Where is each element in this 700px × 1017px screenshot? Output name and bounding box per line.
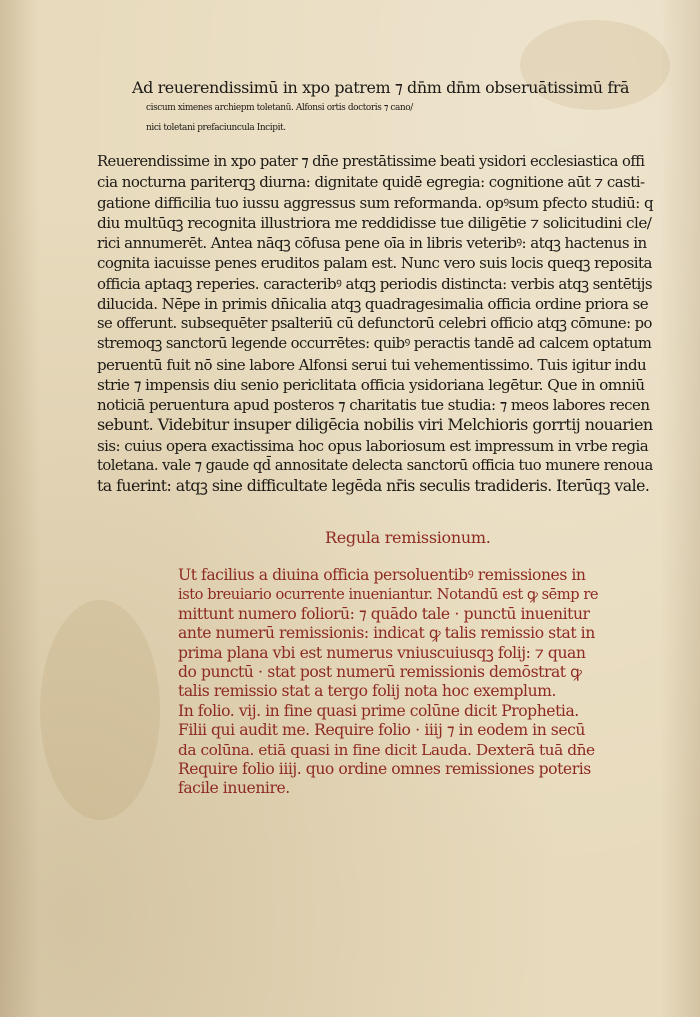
- text-line: officia aptaqꝫ reperies. caracteribꝰ atqꝫ periodis distincta: verbis atqꝫ sentētijs: [97, 274, 653, 293]
- rule-line: ante numerū remissionis: indicat ꝙ talis remissio stat in: [178, 624, 595, 643]
- text-line: Reuerendissime in xpo pater ⁊ dn̄e prestātissime beati ysidori ecclesiastica offi: [97, 153, 645, 170]
- text-line: sebunt. Videbitur insuper diligēcia nobilis viri Melchioris gorrtij nouarien: [97, 415, 653, 435]
- rule-line: Require folio iiij. quo ordine omnes remissiones poteris: [178, 760, 591, 779]
- text-line: cognita iacuisse penes eruditos palam est. Nunc vero suis locis queqꝫ reposita: [97, 254, 652, 273]
- title-line: nici toletani prefaciuncula Incipit.: [146, 123, 286, 133]
- text-line: rici annumerēt. Antea nāqꝫ cōfusa pene oīa in libris veteribꝰ: atqꝫ hactenus in: [97, 234, 647, 252]
- text-line: cia nocturna pariterqꝫ diurna: dignitate quidē egregia: cognitione aūt ⁊ casti-: [97, 173, 645, 192]
- preface-text: [97, 152, 652, 496]
- rule-line: mittunt numero foliorū: ⁊ quādo tale ⋅ punctū inuenitur: [178, 604, 590, 623]
- text-line: stremoqꝫ sanctorū legende occurrētes: quibꝰ peractis tandē ad calcem optatum: [97, 335, 652, 353]
- text-line: toletana. vale ⁊ gaude qd̄ annositate delecta sanctorū officia tuo munere renoua: [97, 456, 653, 474]
- text-line: sis: cuius opera exactissima hoc opus laboriosum est impressum in vrbe regia: [97, 436, 649, 455]
- text-line: gatione difficilia tuo iussu aggressus sum reformanda. opꝰsum pfecto studiū: q: [97, 193, 653, 212]
- text-line: noticiā peruentura apud posteros ⁊ charitatis tue studia: ⁊ meos labores recen: [97, 396, 650, 414]
- text-line: peruentū fuit nō sine labore Alfonsi serui tui vehementissimo. Tuis igitur indu: [97, 355, 647, 374]
- text-line: ta fuerint: atqꝫ sine difficultate legēda nr̄is seculis tradideris. Iterūqꝫ vale.: [97, 476, 650, 495]
- rule-line: Filii qui audit me. Require folio ⋅ iiij ⁊ in eodem in secū: [178, 721, 586, 740]
- title-line: ciscum ximenes archiepm toletanū. Alfonsi ortis doctoris ⁊ cano/: [146, 103, 413, 113]
- rule-line: da colūna. etiā quasi in fine dicit Lauda. Dexterā tuā dn̄e: [178, 740, 595, 759]
- rules-heading: Regula remissionum.: [325, 528, 491, 547]
- rule-line: In folio. vij. in fine quasi prime colūne dicit Prophetia.: [178, 701, 579, 720]
- text-line: diu multūqꝫ recognita illustriora me reddidisse tue diligētie ⁊ solicitudini cle/: [97, 213, 652, 232]
- title-line: Ad reuerendissimū in xpo patrem ⁊ dn̄m dn̄m obseruātissimū frā: [132, 78, 630, 97]
- paper-stain: [40, 600, 160, 820]
- rule-line: isto breuiario ocurrente inueniantur. Notandū est ꝙ sēmp re: [178, 586, 599, 604]
- rule-line: talis remissio stat a tergo folij nota hoc exemplum.: [178, 682, 557, 701]
- text-line: dilucida. Nēpe in primis dn̄icalia atqꝫ quadragesimalia officia ordine priora se: [97, 294, 649, 313]
- rule-line: prima plana vbi est numerus vniuscuiusqꝫ folij: ⁊ quan: [178, 643, 586, 662]
- text-line: se offerunt. subsequēter psalteriū cū defunctorū celebri officio atqꝫ cōmune: po: [97, 315, 652, 332]
- rule-line: do punctū ⋅ stat post numerū remissionis demōstrat ꝙ: [178, 663, 582, 682]
- rules-text: [178, 566, 598, 799]
- title-block: [132, 78, 632, 138]
- rule-line: Ut facilius a diuina officia persoluentibꝰ remissiones in: [178, 566, 586, 584]
- rule-line: facile inuenire.: [178, 779, 290, 798]
- text-line: strie ⁊ impensis diu senio periclitata officia ysidoriana legētur. Que in omniū: [97, 375, 645, 394]
